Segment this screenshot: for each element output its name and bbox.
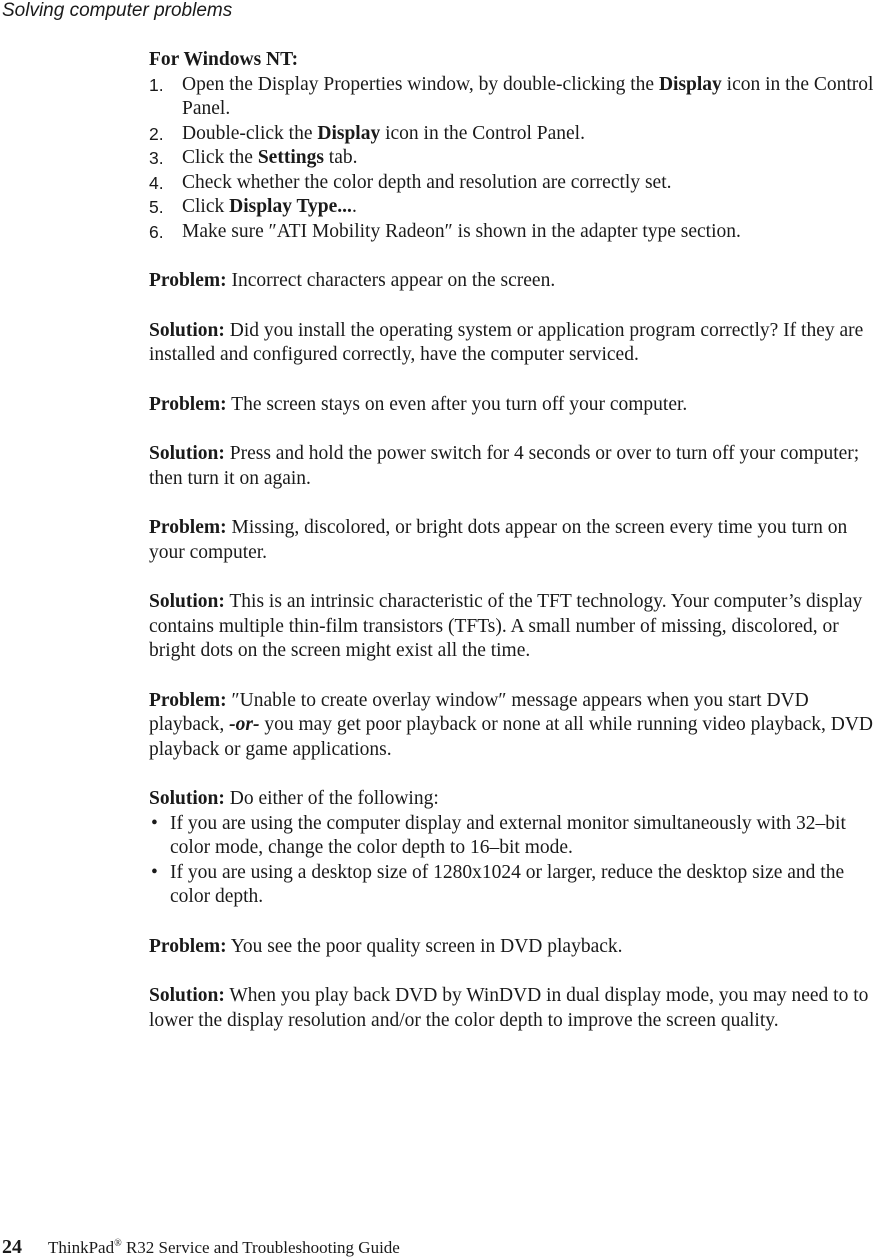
page-content bbox=[149, 48, 883, 1033]
bullet-item: • If you are using a desktop size of 1280x1024 or larger, reduce the desktop size and the color depth. bbox=[151, 861, 845, 907]
page-number: 24 bbox=[2, 1236, 22, 1258]
step-item: 1. Open the Display Properties window, by double-clicking the Display icon in the Control Panel. bbox=[149, 73, 874, 119]
step-item: 2. Double-click the Display icon in the Control Panel. bbox=[149, 122, 585, 144]
step-item: 4. Check whether the color depth and resolution are correctly set. bbox=[149, 171, 672, 193]
footer-product: ThinkPad bbox=[48, 1238, 115, 1257]
windows-nt-steps bbox=[149, 73, 883, 245]
problem-paragraph: Problem: ″Unable to create overlay window″ message appears when you start DVD playback, -or- you may get poor playback or none at all while running video playback, DVD playback or game applications. bbox=[149, 689, 874, 760]
registered-mark: ® bbox=[114, 1238, 122, 1249]
footer-guide-title: R32 Service and Troubleshooting Guide bbox=[121, 1238, 400, 1257]
solution-paragraph: Solution: When you play back DVD by WinDVD in dual display mode, you may need to to lower the display resolution and/or the color depth to improve the screen quality. bbox=[149, 985, 869, 1031]
solution-paragraph: Solution: This is an intrinsic characteristic of the TFT technology. Your computer’s display contains multiple thin-film transistors (TFTs). A small number of missing, discolored, or bright dots on the screen might exist all the time. bbox=[149, 591, 863, 661]
problem-paragraph: Problem: Missing, discolored, or bright dots appear on the screen every time you turn on your computer. bbox=[149, 517, 848, 563]
solution-paragraph: Solution: Do either of the following: bbox=[149, 788, 439, 809]
bullet-item: • If you are using the computer display and external monitor simultaneously with 32–bit color mode, change the color depth to 16–bit mode. bbox=[151, 812, 846, 858]
problem-paragraph: Problem: You see the poor quality screen in DVD playback. bbox=[149, 935, 623, 957]
step-item: 3. Click the Settings tab. bbox=[149, 147, 358, 168]
step-item: 6. Make sure ″ATI Mobility Radeon″ is shown in the adapter type section. bbox=[149, 220, 741, 242]
running-header: Solving computer problems bbox=[2, 0, 233, 21]
solution-paragraph: Solution: Did you install the operating system or application program correctly? If they are installed and configured correctly, have the computer serviced. bbox=[149, 319, 864, 365]
solution-paragraph: Solution: Press and hold the power switch for 4 seconds or over to turn off your computer; then turn it on again. bbox=[149, 443, 860, 489]
windows-nt-heading: For Windows NT: bbox=[149, 49, 299, 70]
problem-paragraph: Problem: The screen stays on even after you turn off your computer. bbox=[149, 393, 688, 415]
solution-bullet-list bbox=[149, 812, 883, 910]
problem-paragraph: Problem: Incorrect characters appear on the screen. bbox=[149, 270, 556, 291]
page-footer bbox=[2, 1232, 400, 1260]
step-item: 5. Click Display Type.... bbox=[149, 196, 357, 217]
